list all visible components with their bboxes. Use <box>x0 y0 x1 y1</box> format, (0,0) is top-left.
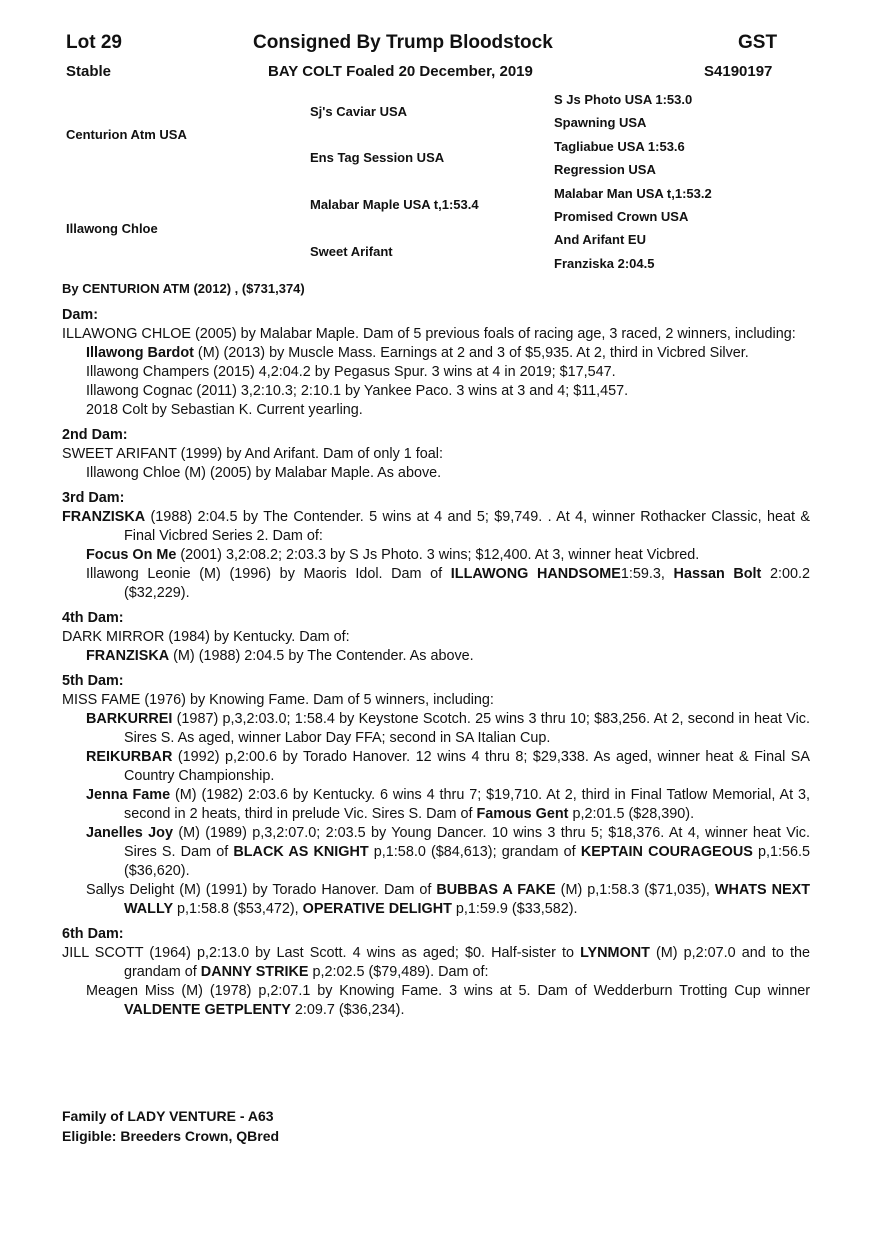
dam5-progeny-2: REIKURBAR (1992) p,2:00.6 by Torado Hanover. 12 wins 4 thru 8; $29,338. As aged, winner heat & Final SA Country Championship. <box>86 749 810 784</box>
dam4-heading: 4th Dam: <box>62 610 124 626</box>
consignor: Consigned By Trump Bloodstock <box>253 32 553 53</box>
pedigree-dam: Illawong Chloe <box>66 221 158 236</box>
dam2-progeny-1: Illawong Chloe (M) (2005) by Malabar Maple. As above. <box>86 465 442 481</box>
dam2-heading: 2nd Dam: <box>62 427 128 443</box>
dam-intro: ILLAWONG CHLOE (2005) by Malabar Maple. Dam of 5 previous foals of racing age, 3 raced, 2 winners, including: <box>62 326 796 342</box>
catalogue-body <box>62 306 810 1020</box>
pedigree-sire: Centurion Atm USA <box>66 127 187 142</box>
dam5-progeny-4: Janelles Joy (M) (1989) p,3,2:07.0; 2:03.5 by Young Dancer. 10 wins 3 thru 5; $18,376. At 4, winner heat Vic. Sires S. Dam of BLACK AS KNIGHT p,1:58.0 ($84,613); grandam of KEPTAIN COURAGEOUS p,1:56.5 ($36,620). <box>86 825 810 879</box>
dam6-heading: 6th Dam: <box>62 926 124 942</box>
family-line: Family of LADY VENTURE - A63 <box>62 1108 274 1124</box>
pedigree-gen3-6: Promised Crown USA <box>554 209 689 224</box>
dam6-intro: JILL SCOTT (1964) p,2:13.0 by Last Scott. 4 wins as aged; $0. Half-sister to LYNMONT (M) p,2:07.0 and to the grandam of DANNY STRIKE p,2:02.5 ($79,489). Dam of: <box>62 945 810 980</box>
lot-number: Lot 29 <box>66 32 122 53</box>
dam6-progeny-1: Meagen Miss (M) (1978) p,2:07.1 by Knowing Fame. 3 wins at 5. Dam of Wedderburn Trotting Cup winner VALDENTE GETPLENTY 2:09.7 ($36,234). <box>86 983 810 1018</box>
pedigree-gen3-8: Franziska 2:04.5 <box>554 256 655 271</box>
location: Stable <box>66 63 112 80</box>
dam-progeny-2: Illawong Champers (2015) 4,2:04.2 by Pegasus Spur. 3 wins at 4 in 2019; $17,547. <box>86 364 616 380</box>
horse-description: BAY COLT Foaled 20 December, 2019 <box>268 63 533 80</box>
footer-info <box>62 1106 279 1146</box>
dam3-heading: 3rd Dam: <box>62 490 125 506</box>
dam-progeny-3: Illawong Cognac (2011) 3,2:10.3; 2:10.1 by Yankee Paco. 3 wins at 3 and 4; $11,457. <box>86 383 629 399</box>
pedigree-gen3-3: Tagliabue USA 1:53.6 <box>554 139 685 154</box>
dam-progeny-4: 2018 Colt by Sebastian K. Current yearling. <box>86 402 363 418</box>
dam-progeny-1: Illawong Bardot (M) (2013) by Muscle Mass. Earnings at 2 and 3 of $5,935. At 2, third in Vicbred Silver. <box>86 345 749 361</box>
dam4-intro: DARK MIRROR (1984) by Kentucky. Dam of: <box>62 629 350 645</box>
dam5-intro: MISS FAME (1976) by Knowing Fame. Dam of 5 winners, including: <box>62 692 494 708</box>
pedigree-gen3-5: Malabar Man USA t,1:53.2 <box>554 186 712 201</box>
dam3-progeny-2: Illawong Leonie (M) (1996) by Maoris Idol. Dam of ILLAWONG HANDSOME1:59.3, Hassan Bolt 2:00.2 ($32,229). <box>86 566 810 601</box>
dam3-intro: FRANZISKA (1988) 2:04.5 by The Contender. 5 wins at 4 and 5; $9,749. . At 4, winner Rothacker Classic, heat & Final Vicbred Series 2. Dam of: <box>62 509 810 544</box>
pedigree-gen3-1: S Js Photo USA 1:53.0 <box>554 92 693 107</box>
sire-summary: By CENTURION ATM (2012) , ($731,374) <box>62 281 305 296</box>
pedigree-sire-dam: Ens Tag Session USA <box>310 150 445 165</box>
dam2-intro: SWEET ARIFANT (1999) by And Arifant. Dam of only 1 foal: <box>62 446 443 462</box>
pedigree-sire-sire: Sj's Caviar USA <box>310 104 408 119</box>
dam3-progeny-1: Focus On Me (2001) 3,2:08.2; 2:03.3 by S Js Photo. 3 wins; $12,400. At 3, winner heat Vicbred. <box>86 547 700 563</box>
pedigree-gen3-2: Spawning USA <box>554 115 647 130</box>
pedigree-dam-sire: Malabar Maple USA t,1:53.4 <box>310 197 479 212</box>
dam4-progeny-1: FRANZISKA (M) (1988) 2:04.5 by The Contender. As above. <box>86 648 474 664</box>
pedigree-gen3-7: And Arifant EU <box>554 232 646 247</box>
eligibility-line: Eligible: Breeders Crown, QBred <box>62 1128 280 1144</box>
registration-number: S4190197 <box>704 63 773 80</box>
gst-label: GST <box>738 32 778 53</box>
dam-heading: Dam: <box>62 307 98 323</box>
dam5-progeny-3: Jenna Fame (M) (1982) 2:03.6 by Kentucky. 6 wins 4 thru 7; $19,710. At 2, third in Final Tatlow Memorial, At 3, second in 2 heats, third in prelude Vic. Sires S. Dam of Famous Gent p,2:01.5 ($28,390). <box>86 787 810 822</box>
dam5-progeny-5: Sallys Delight (M) (1991) by Torado Hanover. Dam of BUBBAS A FAKE (M) p,1:58.3 ($71,035), WHATS NEXT WALLY p,1:58.8 ($53,472), OPERATIVE DELIGHT p,1:59.9 ($33,582). <box>86 882 810 917</box>
pedigree-dam-dam: Sweet Arifant <box>310 244 393 259</box>
dam5-progeny-1: BARKURREI (1987) p,3,2:03.0; 1:58.4 by Keystone Scotch. 25 wins 3 thru 10; $83,256. At 2, second in heat Vic. Sires S. As aged, winner Labor Day FFA; second in SA Italian Cup. <box>86 711 810 746</box>
pedigree-gen3-4: Regression USA <box>554 162 656 177</box>
dam5-heading: 5th Dam: <box>62 673 124 689</box>
